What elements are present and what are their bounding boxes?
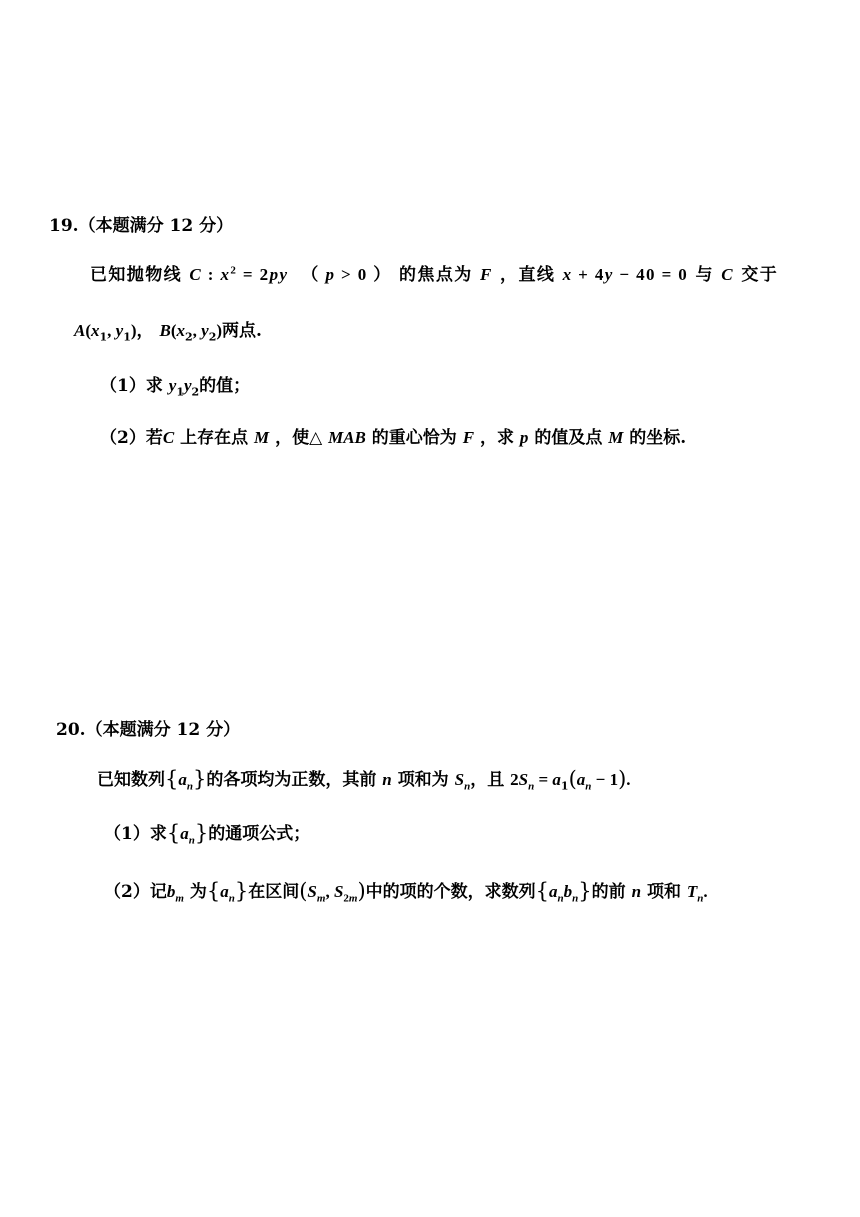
math-line-eq: x xyxy=(562,265,573,284)
math-Tn: T xyxy=(686,882,698,901)
math-point-A: A xyxy=(74,321,86,340)
math-bm: b xyxy=(166,882,176,901)
q19-statement-line1: 已知抛物线 C : $x^2 = 2py$ （ p > 0 ） 的焦点为 F ，直线 x + 4y − 40 = 0 与 C 交于 xyxy=(90,264,779,285)
math-p-condition: p xyxy=(325,265,336,284)
q19-part1: （1）求 $y_1y_2$的值； xyxy=(100,376,251,399)
math-an: a xyxy=(178,770,187,789)
q20-part2: （2）记$b_m$ 为$\{a_n\}$在区间($S_m$, $S_{2m}$)中的项的个数，求数列$\{a_nb_n\}$的前 n 项和 $T_n$. xyxy=(104,879,708,905)
q20-part1: （1）求$\{a_n\}$的通项公式； xyxy=(104,821,311,847)
q19-header: 19.（本题满分 12 分） xyxy=(49,216,234,236)
math-parabola-eq: C xyxy=(189,265,203,284)
math-interval: S xyxy=(307,882,317,901)
math-point-B: B xyxy=(159,321,171,340)
math-triangle-MAB: MAB xyxy=(328,428,366,447)
math-sum-relation: 2 xyxy=(510,770,519,789)
q20-header: 20.（本题满分 12 分） xyxy=(56,720,241,740)
math-y1y2: y xyxy=(168,376,177,395)
math-focus-F: F xyxy=(479,265,493,284)
q20-statement: 已知数列$\{a_n\}$的各项均为正数，其前 n 项和为 $S_n$，且 $2S_n = a_1(a_n - 1)$. xyxy=(97,767,631,793)
q19-statement-line2: $A(x_1$, $y_1$)， $B(x_2$, $y_2$)两点. xyxy=(74,321,262,344)
q19-part2: （2）若C 上存在点 M ，使△ MAB 的重心恰为 F ，求 p 的值及点 M 的坐标. xyxy=(100,428,687,448)
